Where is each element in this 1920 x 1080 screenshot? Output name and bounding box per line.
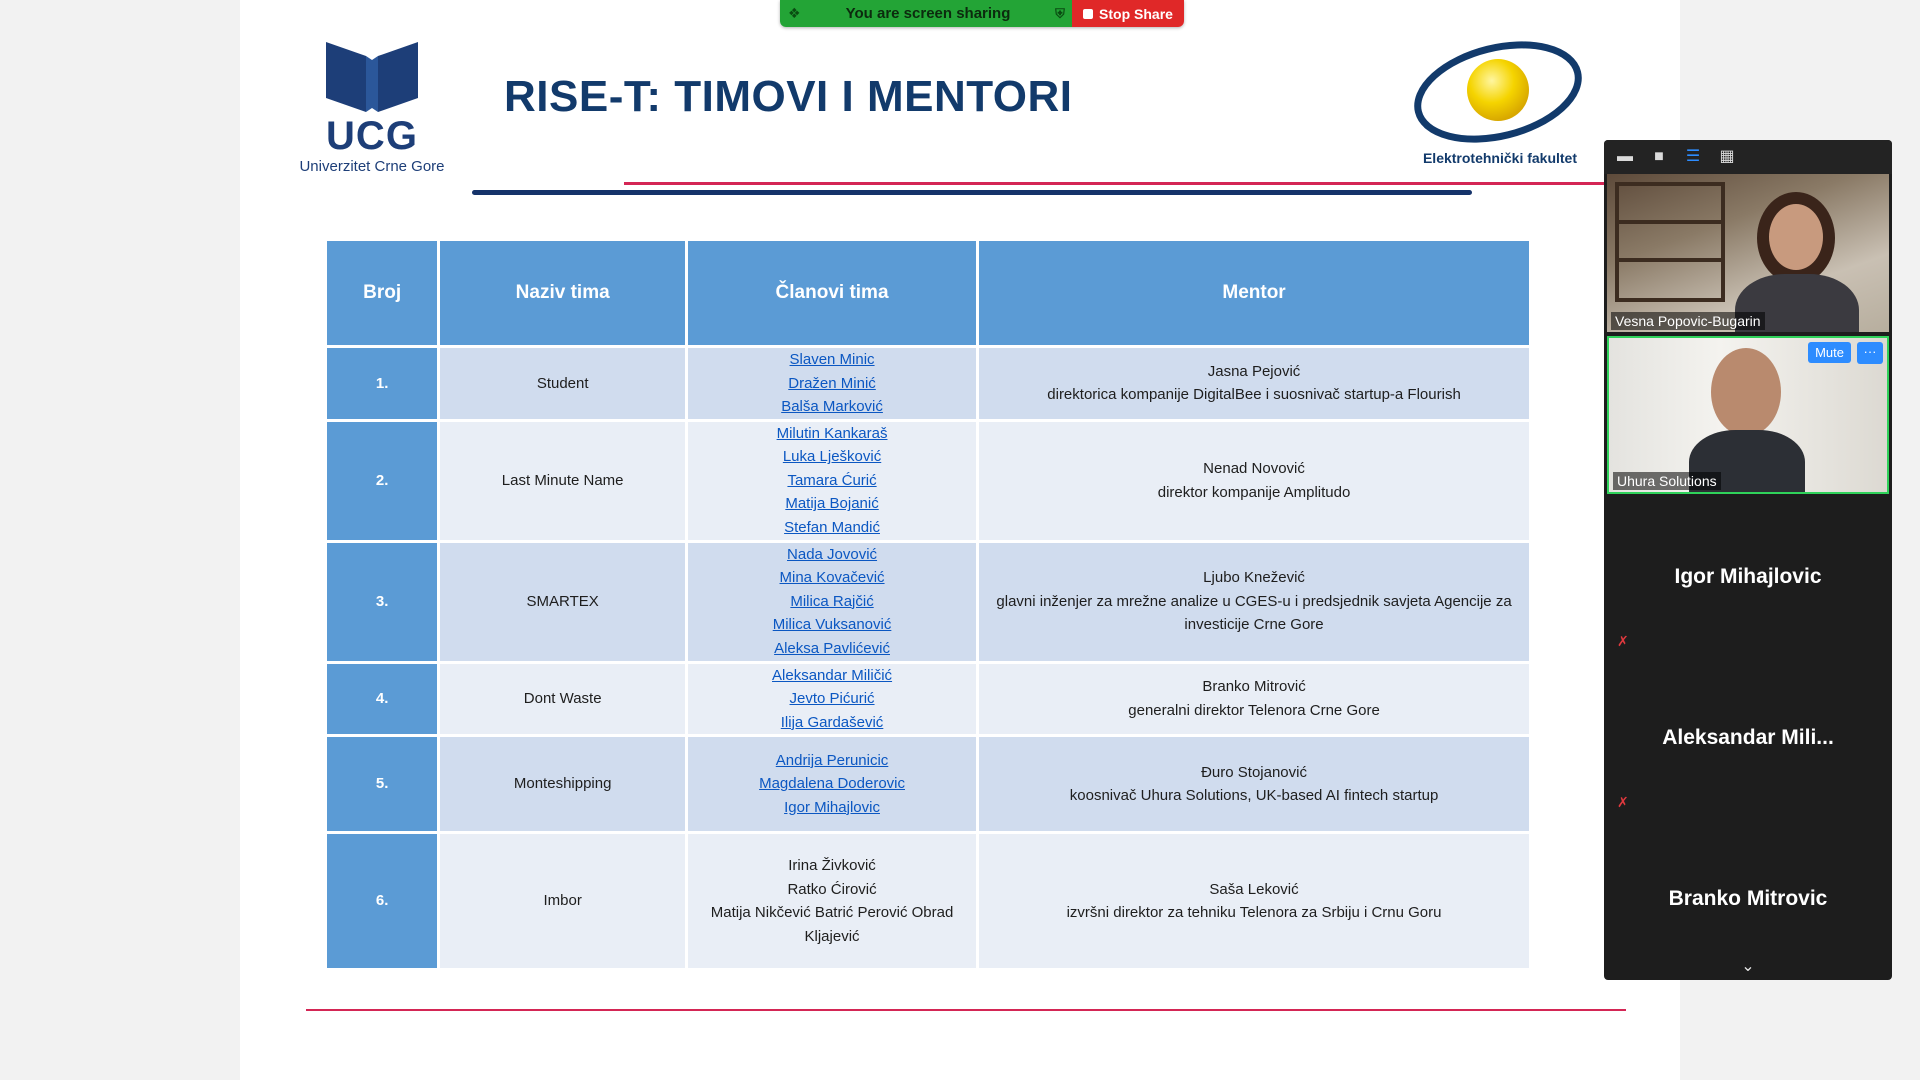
presentation-slide — [240, 0, 1680, 1080]
participant-name: Branko Mitrovic — [1668, 887, 1828, 910]
team-name: Student — [440, 348, 685, 419]
mentor-name: Jasna Pejović — [1207, 362, 1301, 380]
mentor — [979, 422, 1529, 540]
mic-muted-icon: ✗ — [1617, 794, 1629, 810]
team-name: Monteshipping — [440, 737, 685, 831]
participant-tile[interactable] — [1607, 659, 1889, 817]
book-icon — [326, 36, 418, 112]
mute-button[interactable]: Mute — [1808, 342, 1851, 363]
mentor-role: izvršni direktor za tehniku Telenora za Srbiju i Crnu Goru — [1066, 904, 1442, 921]
header-mentor: Mentor — [979, 241, 1529, 345]
mentor-role: direktorica kompanije DigitalBee i suosnivač startup-a Flourish — [1047, 386, 1461, 404]
team-members — [688, 348, 976, 419]
row-number: 6. — [327, 834, 437, 968]
share-status — [780, 0, 1072, 27]
mentor-name: Branko Mitrović — [1202, 678, 1306, 696]
member-link[interactable]: Milutin Kankaraš — [776, 424, 888, 442]
ucg-logo — [292, 36, 452, 176]
team-name: Dont Waste — [440, 664, 685, 735]
share-status-text: You are screen sharing — [845, 5, 1011, 22]
ucg-full-name: Univerzitet Crne Gore — [299, 158, 445, 175]
bookshelf — [1615, 182, 1725, 302]
table-row — [327, 737, 1529, 831]
video-tile-active[interactable] — [1607, 336, 1889, 494]
mentor-role: direktor kompanije Amplitudo — [1157, 483, 1351, 501]
member-link[interactable]: Balša Marković — [781, 398, 883, 415]
member-link[interactable]: Aleksa Pavlićević — [774, 639, 890, 657]
mentor-name: Đuro Stojanović — [1201, 763, 1307, 781]
leaf-icon: ❖ — [788, 5, 801, 21]
table-row — [327, 834, 1529, 968]
team-name: Imbor — [440, 834, 685, 968]
table-row — [327, 664, 1529, 735]
member-link[interactable]: Matija Bojanić — [785, 495, 879, 513]
stop-share-button[interactable] — [1072, 0, 1184, 27]
mentor — [979, 834, 1529, 968]
member-link[interactable]: Tamara Ćurić — [787, 471, 877, 489]
mentor-role: generalni direktor Telenora Crne Gore — [1128, 701, 1380, 719]
stop-share-label: Stop Share — [1099, 5, 1173, 22]
member-link[interactable]: Aleksandar Miličić — [772, 666, 893, 684]
mic-muted-icon: ✗ — [1617, 633, 1629, 649]
mentor — [979, 348, 1529, 419]
gallery-view-icon[interactable]: ▦ — [1719, 148, 1735, 165]
participant-face — [1769, 204, 1823, 270]
header-divider-blue — [472, 190, 1472, 195]
shield-icon: ⛨ — [1055, 5, 1065, 21]
table-row — [327, 348, 1529, 419]
team-members — [688, 664, 976, 735]
participant-name: Igor Mihajlovic — [1674, 565, 1822, 588]
speaker-view-icon[interactable]: ☰ — [1685, 148, 1701, 165]
member-name: Irina Živković — [788, 857, 876, 874]
member-link[interactable]: Dražen Minić — [788, 374, 876, 392]
member-link[interactable]: Ilija Gardašević — [780, 713, 884, 731]
teams-table — [324, 238, 1532, 971]
mentor-role: koosnivač Uhura Solutions, UK-based AI fintech startup — [1069, 787, 1439, 804]
member-link[interactable]: Slaven Minic — [789, 351, 875, 368]
more-options-button[interactable]: ··· — [1857, 342, 1883, 364]
sun-orbit-icon — [1410, 36, 1590, 148]
member-name: Ratko Ćirović — [787, 880, 877, 898]
member-name: Matija Nikčević Batrić Perović Obrad Kljajević — [710, 904, 954, 945]
row-number: 4. — [327, 664, 437, 735]
mentor-name: Ljubo Knežević — [1203, 569, 1305, 587]
mentor-role: glavni inženjer za mrežne analize u CGES-u i predsjednik savjeta Agencije za investicije Crne Gore — [996, 592, 1512, 634]
table-row — [327, 422, 1529, 540]
panel-toolbar — [1604, 140, 1892, 174]
participant-tile[interactable] — [1607, 498, 1889, 656]
team-members — [688, 543, 976, 661]
row-number: 2. — [327, 422, 437, 540]
member-link[interactable]: Luka Lješković — [782, 448, 882, 466]
member-link[interactable]: Milica Rajčić — [790, 592, 874, 610]
mentor — [979, 737, 1529, 831]
team-members — [688, 422, 976, 540]
header-naziv-tima: Naziv tima — [440, 241, 685, 345]
member-link[interactable]: Nada Jovović — [787, 545, 878, 563]
team-name: SMARTEX — [440, 543, 685, 661]
row-number: 3. — [327, 543, 437, 661]
etf-logo — [1410, 36, 1590, 168]
header-broj: Broj — [327, 241, 437, 345]
mentor-name: Nenad Novović — [1203, 460, 1305, 477]
participant-name: Aleksandar Mili... — [1662, 726, 1834, 749]
member-link[interactable]: Magdalena Doderovic — [759, 775, 905, 793]
header-divider-red — [624, 182, 1684, 185]
minimize-icon[interactable]: ▬ — [1617, 148, 1633, 165]
participant-name: Uhura Solutions — [1613, 472, 1721, 490]
stop-icon — [1083, 9, 1093, 19]
footer-divider — [306, 1009, 1626, 1011]
row-number: 1. — [327, 348, 437, 419]
mentor — [979, 664, 1529, 735]
team-members — [688, 737, 976, 831]
member-link[interactable]: Andrija Perunicic — [775, 751, 889, 769]
etf-name: Elektrotehnički fakultet — [1422, 150, 1578, 166]
row-number: 5. — [327, 737, 437, 831]
participant-name: Vesna Popovic-Bugarin — [1611, 312, 1765, 330]
member-link[interactable]: Milica Vuksanović — [772, 616, 892, 634]
table-row — [327, 543, 1529, 661]
slide-title: RISE-T: TIMOVI I MENTORI — [504, 72, 1073, 121]
ucg-abbr: UCG — [326, 114, 418, 158]
table-header-row — [327, 241, 1529, 345]
mentor — [979, 543, 1529, 661]
hide-video-icon[interactable]: ■ — [1654, 148, 1664, 165]
screen-share-banner — [780, 0, 1184, 27]
chevron-down-icon[interactable]: ⌄ — [1741, 958, 1755, 975]
member-link[interactable]: Jevto Pićurić — [789, 690, 875, 707]
team-members — [688, 834, 976, 968]
video-tile[interactable] — [1607, 174, 1889, 332]
team-name: Last Minute Name — [440, 422, 685, 540]
left-margin — [0, 0, 240, 1080]
participant-face — [1711, 348, 1781, 436]
member-link[interactable]: Stefan Mandić — [784, 518, 880, 536]
header-clanovi-tima: Članovi tima — [688, 241, 976, 345]
participant-tile[interactable] — [1607, 820, 1889, 978]
mentor-name: Saša Leković — [1209, 880, 1299, 898]
participants-panel — [1604, 140, 1892, 980]
member-link[interactable]: Igor Mihajlovic — [784, 798, 880, 816]
member-link[interactable]: Mina Kovačević — [779, 569, 885, 587]
